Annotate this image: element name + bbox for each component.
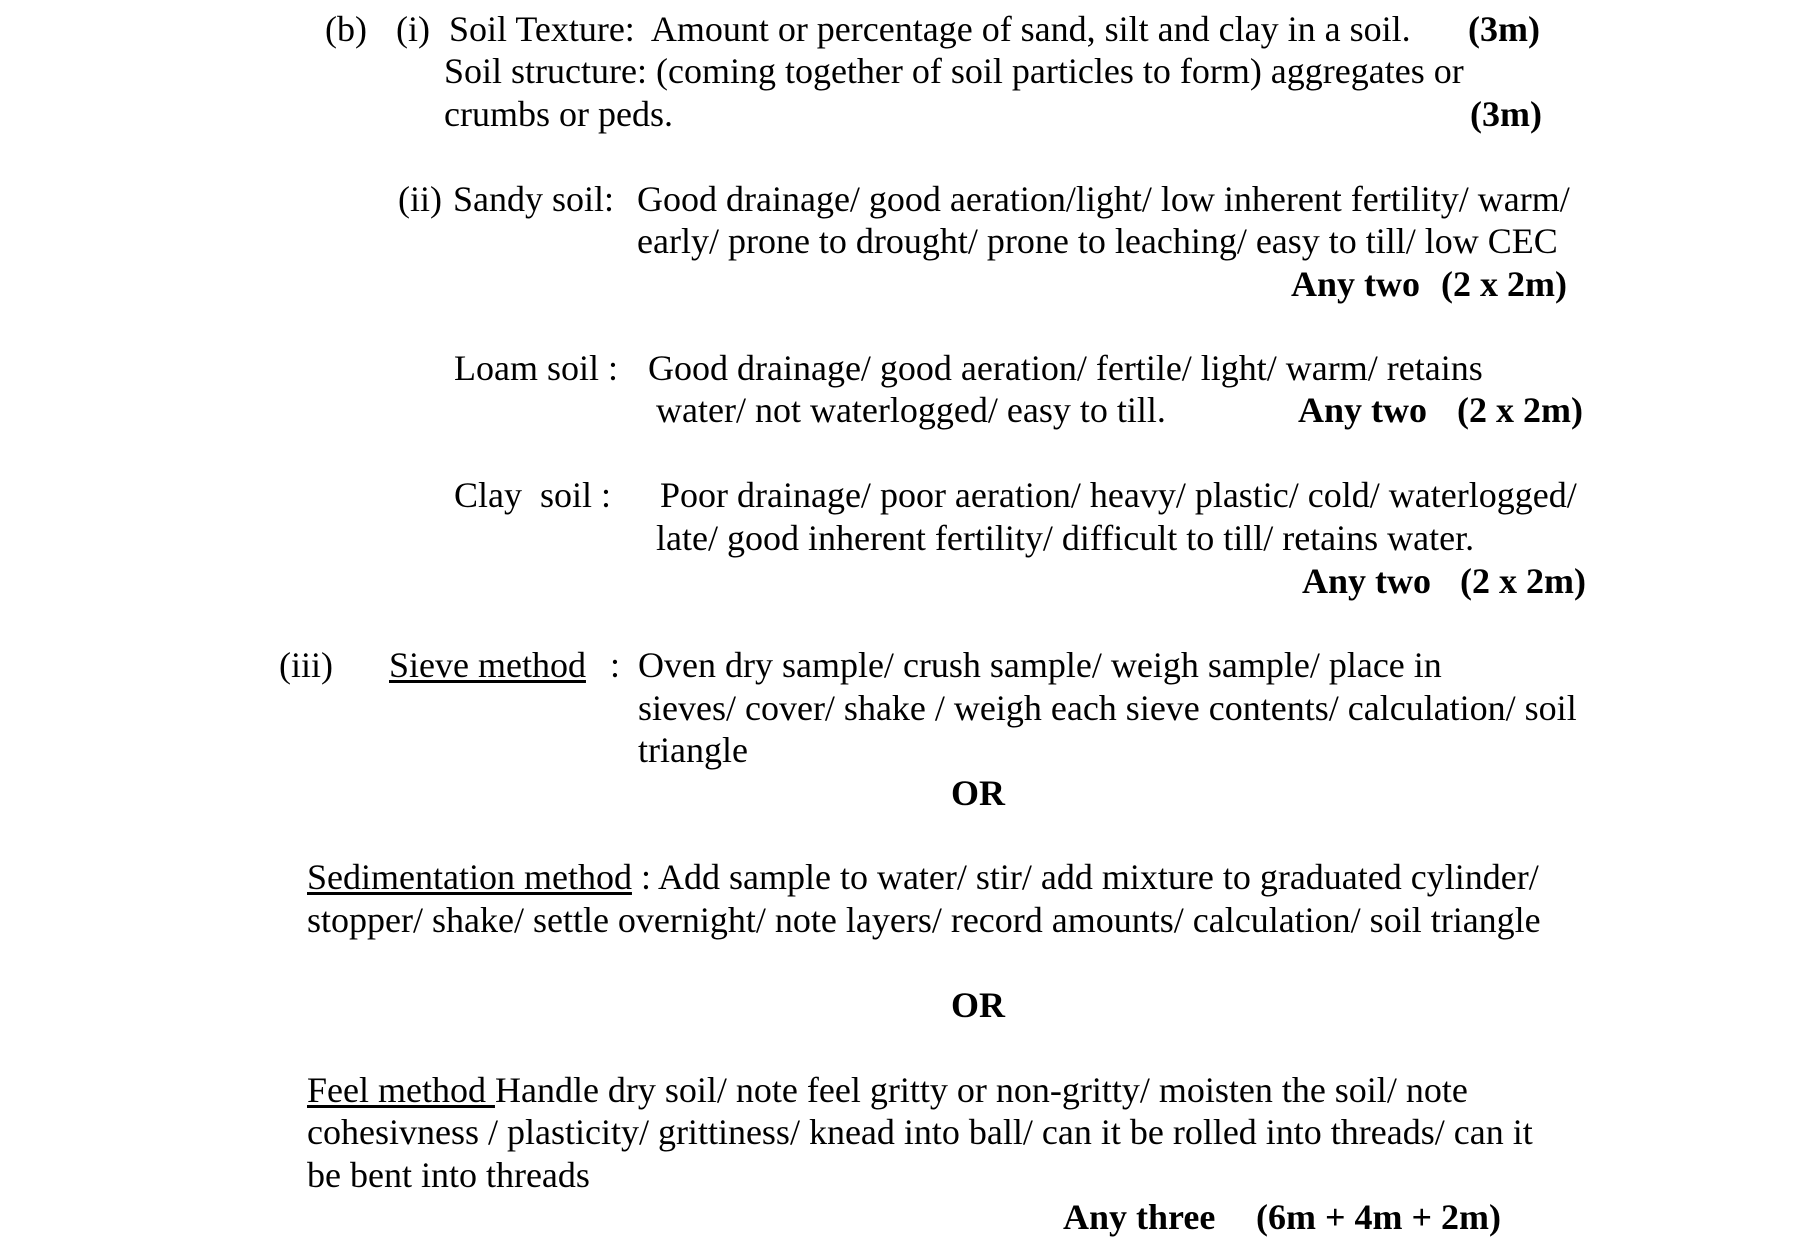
sieve-method-title: Sieve method	[389, 645, 586, 685]
sandy-soil-properties-line2: early/ prone to drought/ prone to leaching/ easy to till/ low CEC	[637, 221, 1558, 261]
sedimentation-method-title: Sedimentation method	[307, 857, 632, 897]
feel-method-title: Feel method	[307, 1070, 495, 1110]
sedimentation-method-steps-line1: : Add sample to water/ stir/ add mixture to graduated cylinder/	[631, 857, 1539, 897]
soil-structure-marks: (3m)	[1470, 94, 1542, 134]
sedimentation-method-steps-line2: stopper/ shake/ settle overnight/ note layers/ record amounts/ calculation/ soil triangle	[307, 900, 1541, 940]
part-iii-marks: (6m + 4m + 2m)	[1256, 1197, 1501, 1237]
sieve-method-steps-line3: triangle	[638, 730, 748, 770]
part-ii-label: (ii)	[398, 179, 442, 219]
sandy-soil-marks: (2 x 2m)	[1441, 264, 1567, 304]
sandy-soil-label: Sandy soil:	[453, 179, 615, 219]
loam-soil-any-two: Any two	[1298, 390, 1428, 430]
soil-structure-definition-line1: Soil structure: (coming together of soil particles to form) aggregates or	[444, 51, 1464, 91]
soil-texture-marks: (3m)	[1468, 9, 1540, 49]
loam-soil-properties-line2: water/ not waterlogged/ easy to till.	[656, 390, 1166, 430]
feel-method-steps-line2: cohesivness / plasticity/ grittiness/ knead into ball/ can it be rolled into threads/ can it	[307, 1112, 1533, 1152]
feel-method-line1	[307, 1072, 1468, 1108]
or-separator-2: OR	[951, 985, 1005, 1025]
clay-soil-properties-line2: late/ good inherent fertility/ difficult to till/ retains water.	[656, 518, 1475, 558]
loam-soil-label: Loam soil :	[454, 348, 618, 388]
feel-method-steps-line1: Handle dry soil/ note feel gritty or non-gritty/ moisten the soil/ note	[494, 1070, 1468, 1110]
loam-soil-marks: (2 x 2m)	[1457, 390, 1583, 430]
sandy-soil-any-two: Any two	[1291, 264, 1421, 304]
loam-soil-properties-line1: Good drainage/ good aeration/ fertile/ light/ warm/ retains	[648, 348, 1483, 388]
part-iii-label: (iii)	[279, 645, 333, 685]
part-i-label: (i)	[396, 9, 430, 49]
any-three-label: Any three	[1063, 1197, 1216, 1237]
sedimentation-method-line1	[307, 859, 1539, 895]
clay-soil-label: Clay soil :	[454, 475, 612, 515]
sieve-method-separator: :	[610, 645, 621, 685]
feel-method-steps-line3: be bent into threads	[307, 1155, 590, 1195]
soil-structure-definition-line2: crumbs or peds.	[444, 94, 673, 134]
clay-soil-marks: (2 x 2m)	[1460, 561, 1586, 601]
clay-soil-properties-line1: Poor drainage/ poor aeration/ heavy/ plastic/ cold/ waterlogged/	[660, 475, 1577, 515]
sieve-method-steps-line1: Oven dry sample/ crush sample/ weigh sample/ place in	[638, 645, 1442, 685]
sieve-method-steps-line2: sieves/ cover/ shake / weigh each sieve contents/ calculation/ soil	[638, 688, 1577, 728]
or-separator-1: OR	[951, 773, 1005, 813]
part-b-label: (b)	[325, 9, 367, 49]
soil-texture-definition: Soil Texture: Amount or percentage of sand, silt and clay in a soil.	[449, 9, 1411, 49]
clay-soil-any-two: Any two	[1302, 561, 1432, 601]
sandy-soil-properties-line1: Good drainage/ good aeration/light/ low inherent fertility/ warm/	[637, 179, 1570, 219]
